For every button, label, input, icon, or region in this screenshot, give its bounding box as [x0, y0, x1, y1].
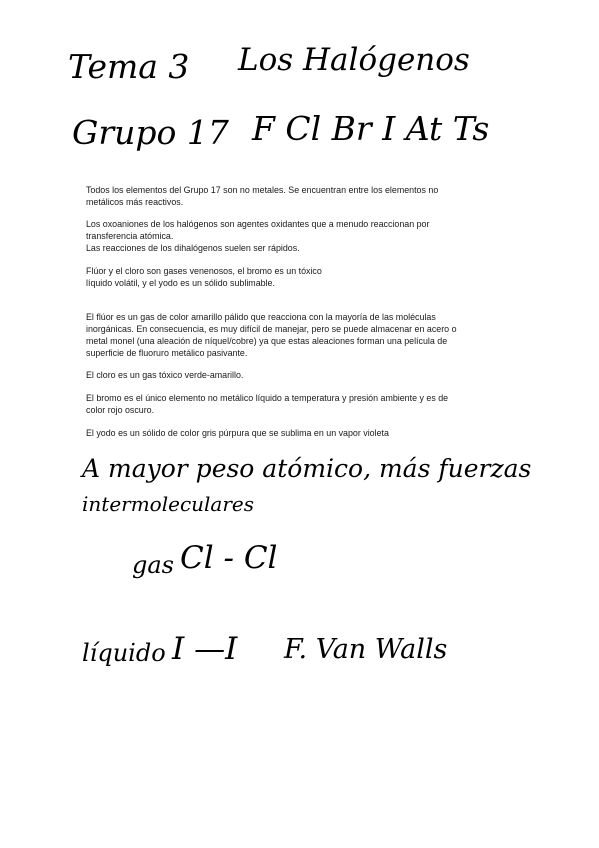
paragraph-yodo	[86, 427, 526, 439]
handwritten-grupo: Grupo 17	[72, 113, 229, 152]
paragraph-fluor	[86, 311, 516, 359]
text-line: metal monel (una aleación de níquel/cobre) ya que estas aleaciones forman una película de	[86, 336, 448, 346]
text-line: Los oxoaniones de los halógenos son agentes oxidantes que a menudo reaccionan por	[86, 219, 430, 229]
text-line: líquido volátil, y el yodo es un sólido sublimable.	[86, 278, 275, 288]
handwritten-element-symbols: F Cl Br I At Ts	[252, 109, 490, 148]
handwritten-tema: Tema 3	[68, 47, 190, 86]
handwritten-i-i: I —I	[172, 631, 238, 667]
text-line: Las reacciones de los dihalógenos suelen ser rápidos.	[86, 243, 300, 253]
paragraph-cloro	[86, 369, 526, 381]
paragraph-oxoaniones	[86, 218, 526, 254]
text-line: Todos los elementos del Grupo 17 son no metales. Se encuentran entre los elementos no	[86, 185, 439, 195]
text-line: El yodo es un sólido de color gris púrpura que se sublima en un vapor violeta	[86, 428, 389, 438]
text-line: inorgánicas. En consecuencia, es muy difícil de manejar, pero se puede almacenar en acero o	[86, 324, 457, 334]
text-line: superficie de fluoruro metálico pasivante.	[86, 348, 248, 358]
handwritten-title: Los Halógenos	[238, 42, 470, 78]
handwritten-gas: gas	[132, 551, 174, 579]
handwritten-note-intermoleculares: intermoleculares	[82, 492, 255, 516]
text-line: Flúor y el cloro son gases venenosos, el bromo es un tóxico	[86, 266, 322, 276]
paragraph-bromo	[86, 392, 526, 416]
text-line: color rojo oscuro.	[86, 405, 155, 415]
handwritten-van-walls: F. Van Walls	[284, 634, 448, 665]
text-line: metálicos más reactivos.	[86, 197, 184, 207]
paragraph-states	[86, 265, 526, 289]
text-line: El cloro es un gas tóxico verde-amarillo.	[86, 370, 244, 380]
handwritten-liquido: líquido	[82, 639, 166, 667]
handwritten-note-mayor-peso: A mayor peso atómico, más fuerzas	[82, 454, 532, 483]
paragraph-group17	[86, 184, 526, 208]
text-line: transferencia atómica.	[86, 231, 174, 241]
text-line: El bromo es el único elemento no metálico líquido a temperatura y presión ambiente y es de	[86, 393, 449, 403]
handwritten-cl-cl: Cl - Cl	[180, 540, 278, 576]
text-line: El flúor es un gas de color amarillo pálido que reacciona con la mayoría de las moléculas	[86, 312, 436, 322]
